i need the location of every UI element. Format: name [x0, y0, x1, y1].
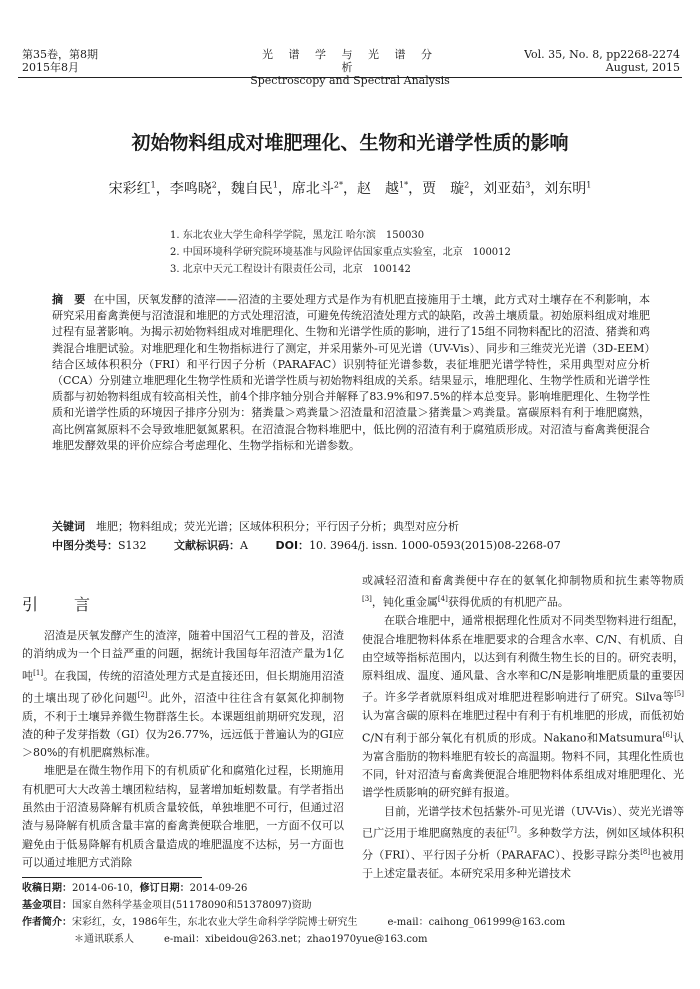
author-name: 刘东明 — [544, 181, 587, 197]
paragraph-text: 目前，光谱学技术包括紫外-可见光谱（UV-Vis）、荧光光谱等已广泛用于堆肥腐熟度的表征 — [362, 804, 684, 840]
doc-code-label: 文献标识码： — [174, 539, 241, 552]
right-column — [362, 572, 684, 883]
clc-label: 中图分类号： — [52, 539, 118, 552]
keywords-label: 关键词 — [52, 520, 85, 533]
received-date: 2014-06-10， — [72, 883, 140, 894]
author-affil-mark: 2 — [464, 180, 470, 190]
paragraph-text: 认为富含脂肪的物料堆肥有较长的高温期。物料不同，其理化性质也不同，针对沼渣与畜禽粪便混合堆肥物料体系组成对堆肥理化、光谱学性质影响的研究鲜有报道。 — [362, 731, 684, 800]
author — [170, 181, 217, 197]
bio-label: 作者简介： — [22, 917, 72, 928]
footnotes — [22, 880, 682, 948]
citation-ref: [2] — [137, 690, 148, 699]
paragraph-text: 或减轻沼渣和畜禽粪便中存在的氨氧化抑制物质和抗生素等物质 — [362, 574, 684, 587]
body-paragraph — [22, 627, 344, 762]
author-affil-mark: 1 — [150, 180, 156, 190]
author-name: 魏自民 — [230, 181, 273, 197]
doi-value: 10. 3964/j. issn. 1000-0593(2015)08-2268-07 — [309, 539, 561, 552]
paragraph-text: 。多种数学方法，例如区域体积积分（FRI）、平行因子分析（PARAFAC）、投影寻踪分类 — [362, 826, 685, 862]
affiliations — [170, 227, 511, 278]
doi-label: DOI： — [275, 539, 310, 552]
revised-date: 2014-09-26 — [189, 883, 248, 894]
body-paragraph — [362, 572, 684, 612]
paper-title: 初始物料组成对堆肥理化、生物和光谱学性质的影响 — [131, 132, 569, 154]
citation-ref: [8] — [640, 847, 651, 856]
paragraph-text: 。在我国，传统的沼渣处理方式是直接还田，但长期施用沼渣的土壤出现了砂化问题 — [22, 669, 345, 705]
author-affil-mark: 1 — [272, 180, 278, 190]
bio-email: e-mail：caihong_061999@163.com — [387, 917, 566, 928]
classification — [52, 538, 672, 554]
abstract — [52, 292, 650, 454]
affiliation-line: 2. 中国环境科学研究院环境基准与风险评估国家重点实验室，北京 100012 — [170, 247, 511, 258]
doc-code-value: A — [240, 539, 248, 552]
citation-ref: [6] — [662, 730, 673, 739]
paragraph-text: 获得优质的有机肥产品。 — [447, 595, 569, 609]
paragraph-text: 在联合堆肥中，通常根据理化性质对不同类型物料进行组配，使混合堆肥物料体系在堆肥要求的合理含水率、C/N、有机质、自由空域等指标范围内，以达到有利微生物生长的目的。研究表明，原料组成、温度、通风量、含水率和C/N是影响堆肥质量的重要因子。许多学者就原料组成对堆肥进程影响进行了研究。Silva等 — [362, 614, 684, 705]
author — [544, 181, 591, 197]
affiliation-line: 1. 东北农业大学生命科学学院，黑龙江 哈尔滨 150030 — [170, 230, 425, 241]
section-heading-introduction: 引 言 — [22, 595, 101, 614]
author-name: 宋彩红 — [108, 181, 151, 197]
author — [422, 181, 469, 197]
author — [231, 181, 278, 197]
author — [109, 181, 156, 197]
paragraph-text: ，钝化重金属 — [371, 595, 438, 609]
citation-ref: [5] — [674, 690, 684, 699]
author — [483, 181, 530, 197]
journal-title-en: Spectroscopy and Spectral Analysis — [250, 74, 450, 87]
paragraph-text: 。此外，沼渣中往往含有氨氮化抑制物质，不利于土壤异养微生物群落生长。本课题组前期研究发现，沼渣的种子发芽指数（GI）仅为26.77%，远远低于普遍认为的GI应＞80%的有机肥腐熟标准。 — [22, 691, 345, 760]
author — [357, 181, 408, 197]
volume-cn: 第35卷，第8期 — [22, 48, 98, 61]
clc-value: S132 — [118, 539, 147, 552]
abstract-label: 摘 要 — [52, 293, 86, 306]
keywords-text: 堆肥；物料组成；荧光光谱；区域体积积分；平行因子分析；典型对应分析 — [96, 520, 459, 533]
footnote-dates — [22, 880, 682, 897]
author-list: 宋彩红$^1$，李鸣晓$^2$，魏自民$^1$，席北斗$^{2*}$，赵 越$^{1*}$，贾 璇$^2$，刘亚茹$^3$，刘东明$^1$ — [108, 180, 592, 197]
author — [292, 181, 343, 197]
author-name: 李鸣晓 — [169, 181, 212, 197]
footnote-bio — [22, 914, 682, 931]
paragraph-text: 也被用于上述定量表征。本研究采用多种光谱技术 — [362, 848, 685, 880]
citation-ref: [4] — [437, 595, 448, 604]
author-affil-mark: 1 — [586, 180, 592, 190]
received-label: 收稿日期： — [22, 883, 72, 894]
fund-label: 基金项目： — [22, 900, 72, 911]
corresponding-label: ＊通讯联系人 — [74, 934, 134, 945]
paragraph-text: 认为富含碳的原料在堆肥过程中有利于有机堆肥的形成，而低初始C/N有利于部分氧化有机质的形成。Nakano和Matsumura — [362, 709, 684, 745]
author-affil-mark: 2* — [333, 180, 343, 190]
author-affil-mark: 1* — [399, 180, 409, 190]
fund-text: 国家自然科学基金项目(51178090和51378097)资助 — [72, 900, 312, 911]
bio-text: 宋彩红，女，1986年生，东北农业大学生命科学学院博士研究生 — [72, 917, 358, 928]
header-right — [524, 48, 680, 74]
left-column — [22, 627, 344, 872]
header-left — [22, 48, 98, 74]
journal-title-cn: 光 谱 学 与 光 谱 分 析 — [262, 48, 438, 74]
corresponding-email: e-mail：xibeidou@263.net；zhao1970yue@163.com — [164, 934, 428, 945]
paragraph-text: 堆肥是在微生物作用下的有机质矿化和腐殖化过程，长期施用有机肥可大大改善土壤团粒结构，显著增加蚯蚓数量。有学者指出虽然由于沼渣易降解有机质含量较低，单独堆肥不可行，但通过沼渣与易降解有机质含量丰富的畜禽粪便联合堆肥，一方面不仅可以避免由于低易降解有机质含量造成的堆肥温度不达标，另一方面也可以通过堆肥方式消除 — [22, 764, 344, 869]
date-cn: 2015年8月 — [22, 61, 79, 74]
citation-ref: [1] — [33, 668, 44, 677]
abstract-text: 在中国，厌氧发酵的渣滓——沼渣的主要处理方式是作为有机肥直接施用于土壤，此方式对土壤存在不利影响，本研究采用畜禽粪便与沼渣混和堆肥的方式处理沼渣，可避免传统沼渣处理方式的缺陷，改善土壤质量。初始原料组成对堆肥过程有显著影响。为揭示初始物料组成对堆肥理化、生物和光谱学性质的影响，进行了15组不同物料配比的沼渣、猪粪和鸡粪混合堆肥试验。对堆肥理化和生物指标进行了测定，并采用紫外-可见光谱（UV-Vis）、同步和三维荧光光谱（3D-EEM）结合区域体积积分（FRI）和平行因子分析（PARAFAC）识别特征光谱参数，表征堆肥光谱学特性，采用典型对应分析（CCA）分别建立堆肥理化生物学性质和光谱学性质与初始物料组成的关系。结果显示，堆肥理化、生物学性质和光谱学性质都与初始物料组成有较高相关性，前4个排序轴分别合并解释了83.9%和97.5%的样本总变异。影响堆肥理化、生物学性质和光谱学性质的环境因子排序分别为：猪粪量＞鸡粪量＞沼渣量和沼渣量＞猪粪量＞鸡粪量。富碳原料有利于堆肥腐熟，高比例富氮原料不会导致堆肥氨氮累积。在沼渣混合物料堆肥中，低比例的沼渣有利于腐殖质形成。对沼渣与畜禽粪便混合堆肥发酵效果的评价应综合考虑理化、生物学指标和光谱参数。 — [52, 293, 651, 452]
author-affil-mark: 3 — [525, 180, 531, 190]
volume-en: Vol. 35, No. 8, pp2268-2274 — [524, 48, 680, 61]
author-name: 席北斗 — [291, 181, 334, 197]
body-paragraph — [362, 803, 684, 884]
keywords — [52, 519, 650, 535]
paragraph-text: 沼渣是厌氧发酵产生的渣滓，随着中国沼气工程的普及，沼渣的消纳成为一个日益严重的问题，据统计我国每年沼渣产量为1亿吨 — [22, 629, 344, 683]
body-paragraph — [22, 762, 344, 872]
revised-label: 修订日期： — [139, 883, 190, 894]
author-name: 贾 璇 — [422, 181, 465, 197]
affiliation-line: 3. 北京中天元工程设计有限责任公司，北京 100142 — [170, 264, 411, 275]
header-rule — [18, 77, 682, 78]
header-center — [250, 48, 450, 87]
citation-ref: [7] — [506, 825, 517, 834]
author-affil-mark: 2 — [211, 180, 217, 190]
author-name: 赵 越 — [357, 181, 399, 197]
citation-ref: [3] — [362, 595, 372, 604]
author-name: 刘亚茹 — [483, 181, 526, 197]
date-en: August, 2015 — [605, 61, 680, 74]
footnote-corresponding — [22, 931, 682, 948]
body-paragraph — [362, 612, 684, 802]
footnote-rule — [22, 877, 202, 878]
footnote-fund — [22, 897, 682, 914]
